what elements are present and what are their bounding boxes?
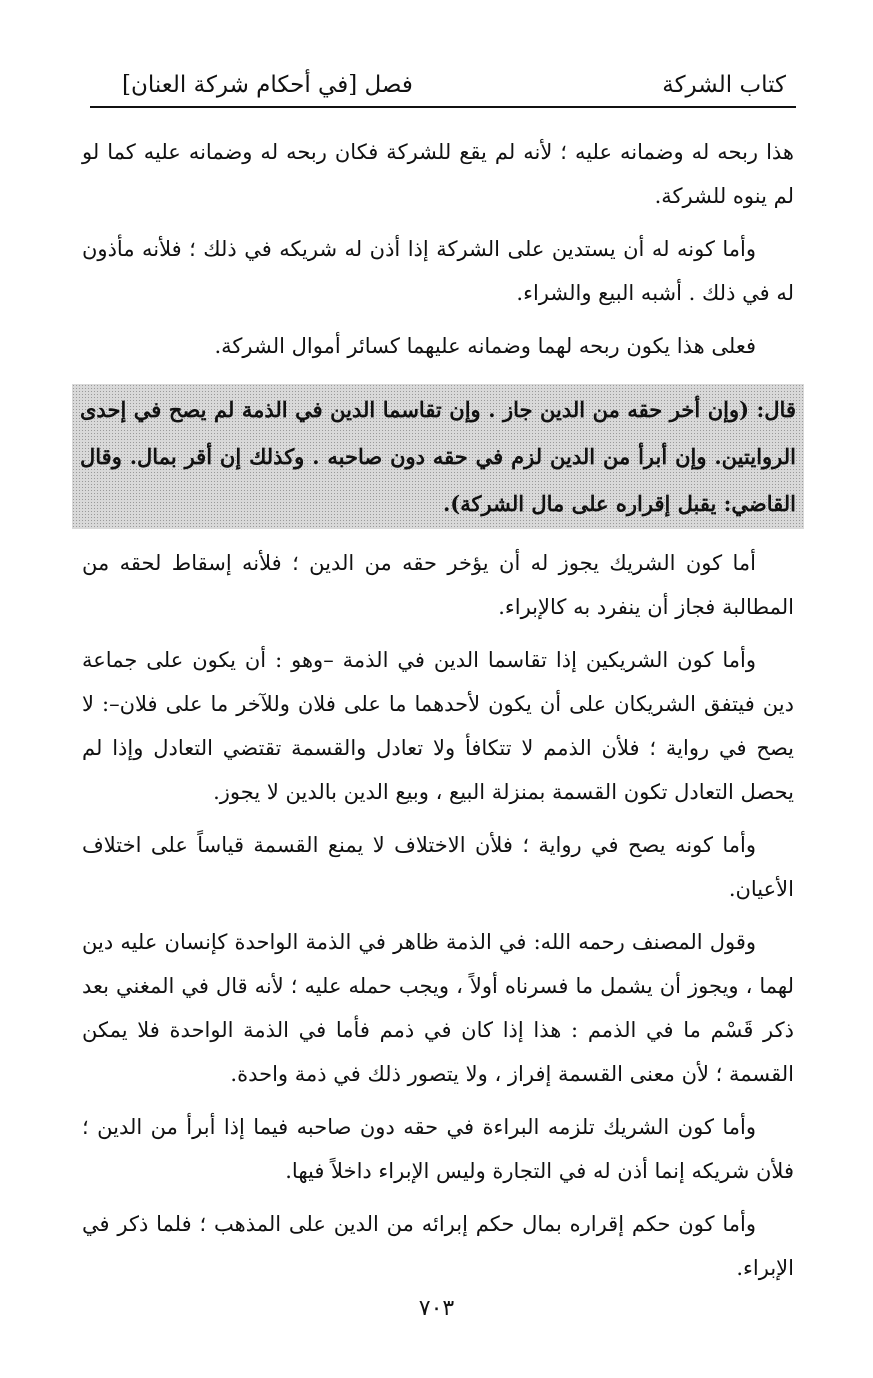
paragraph: أما كون الشريك يجوز له أن يؤخر حقه من الدين ؛ فلأنه إسقاط لحقه من المطالبة فجاز أن ينفرد به كالإبراء. <box>82 551 794 619</box>
paragraph: وقول المصنف رحمه الله: في الذمة ظاهر في الذمة الواحدة كإنسان عليه دين لهما ، ويجوز أن يشمل ما فسرناه أولاً ، ويجب حمله عليه ؛ لأنه قال في المغني بعد ذكر قَسْم ما في الذمم : هذا إذا كان في ذمم فأما في الذمة الواحدة فلا يمكن القسمة ؛ لأن معنى القسمة إفراز ، ولا يتصور ذلك في ذمة واحدة. <box>82 930 794 1086</box>
paragraph: وأما كون الشريك تلزمه البراءة في حقه دون صاحبه فيما إذا أبرأ من الدين ؛ فلأن شريكه إنما أذن له في التجارة وليس الإبراء داخلاً فيها. <box>82 1115 794 1183</box>
paragraph: وأما كونه يصح في رواية ؛ فلأن الاختلاف لا يمنع القسمة قياساً على اختلاف الأعيان. <box>82 833 794 901</box>
paragraph: وأما كون حكم إقراره بمال حكم إبرائه من الدين على المذهب ؛ فلما ذكر في الإبراء. <box>82 1212 794 1280</box>
section-title: فصل [في أحكام شركة العنان] <box>122 72 413 98</box>
paragraph: هذا ربحه له وضمانه عليه ؛ لأنه لم يقع للشركة فكان ربحه له وضمانه عليه كما لو لم ينوه للشركة. <box>82 140 794 208</box>
paragraph: فعلى هذا يكون ربحه لهما وضمانه عليهما كسائر أموال الشركة. <box>214 334 756 358</box>
book-title: كتاب الشركة <box>662 72 786 98</box>
running-header <box>90 64 790 98</box>
page-number: ٧٠٣ <box>418 1296 455 1321</box>
main-text <box>82 130 794 1299</box>
paragraph: وأما كونه له أن يستدين على الشركة إذا أذن له شريكه في ذلك ؛ فلأنه مأذون له في ذلك . أشبه البيع والشراء. <box>82 237 794 305</box>
header-rule <box>90 106 796 108</box>
matn-box: قال: (وإن أخر حقه من الدين جاز . وإن تقاسما الدين في الذمة لم يصح في إحدى الروايتين. وإن أبرأ من الدين لزم في حقه دون صاحبه . وكذلك إن أقر بمال. وقال القاضي: يقبل إقراره على مال الشركة). <box>72 384 804 529</box>
paragraph: وأما كون الشريكين إذا تقاسما الدين في الذمة –وهو : أن يكون على جماعة دين فيتفق الشريكان على أن يكون لأحدهما ما على فلان وللآخر ما على فلان–: لا يصح في رواية ؛ فلأن الذمم لا تتكافأ ولا تعادل والقسمة تقتضي التعادل وإذا لم يحصل التعادل تكون القسمة بمنزلة البيع ، وبيع الدين بالدين لا يجوز. <box>82 648 794 804</box>
